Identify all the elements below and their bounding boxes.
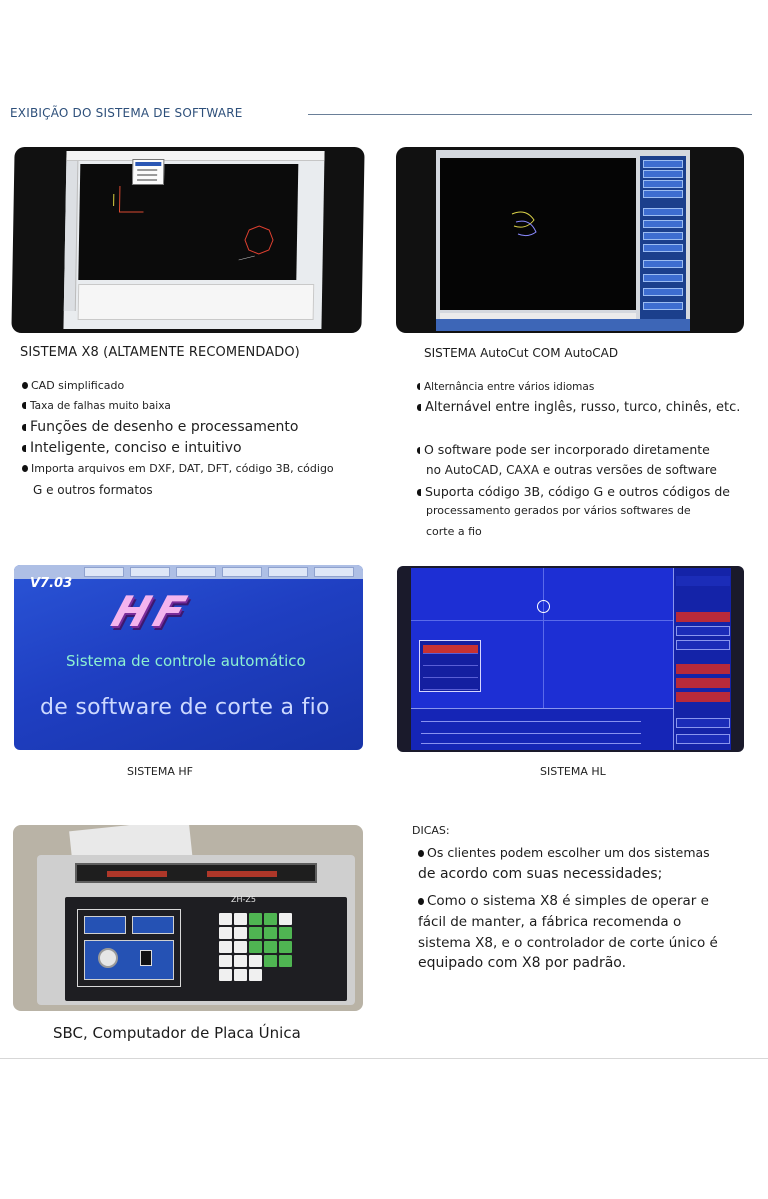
x8-monitor-screen bbox=[63, 151, 324, 329]
hl-monitor-screen bbox=[411, 568, 731, 750]
x8-menu-bar bbox=[66, 151, 324, 161]
autocut-drawing-shapes bbox=[440, 158, 636, 310]
bullet-icon bbox=[22, 424, 26, 431]
bullet-icon bbox=[418, 898, 424, 905]
list-item: Alternância entre vários idiomas bbox=[417, 381, 594, 393]
hf-screen-subtitle: Sistema de controle automático bbox=[66, 652, 306, 670]
sbc-indicator-box bbox=[77, 909, 181, 987]
tip-item-continued: sistema X8, e o controlador de corte único é bbox=[418, 935, 718, 951]
autocut-system-photo bbox=[396, 147, 744, 333]
sbc-keypad bbox=[217, 907, 317, 991]
list-item: Inteligente, conciso e intuitivo bbox=[22, 440, 242, 456]
hf-logo: HF bbox=[106, 587, 198, 636]
autocut-drawing-canvas bbox=[440, 158, 636, 310]
tip-item-continued: fácil de manter, a fábrica recomenda o bbox=[418, 914, 682, 930]
sbc-caption: SBC, Computador de Placa Única bbox=[53, 1024, 301, 1042]
sbc-control-panel bbox=[65, 897, 347, 1001]
list-item: Alternável entre inglês, russo, turco, chinês, etc. bbox=[417, 400, 740, 415]
hl-popup-menu bbox=[419, 640, 481, 692]
list-item-continued: processamento gerados por vários softwares de bbox=[426, 504, 691, 517]
hf-caption: SISTEMA HF bbox=[127, 765, 193, 778]
hf-screen-tagline: de software de corte a fio bbox=[40, 695, 330, 720]
hl-origin-circle bbox=[537, 600, 550, 613]
list-item-continued: G e outros formatos bbox=[33, 483, 153, 497]
hf-version-label: V7.03 bbox=[30, 576, 73, 591]
bullet-icon bbox=[418, 850, 424, 857]
hl-crosshair-vertical bbox=[543, 568, 544, 708]
bullet-icon bbox=[22, 402, 26, 409]
title-divider bbox=[308, 114, 752, 115]
x8-drawing-canvas bbox=[78, 164, 298, 280]
section-title: EXIBIÇÃO DO SISTEMA DE SOFTWARE bbox=[10, 106, 243, 120]
bullet-icon bbox=[417, 447, 420, 454]
autocut-monitor-screen bbox=[436, 150, 690, 331]
tip-item-continued: equipado com X8 por padrão. bbox=[418, 955, 627, 971]
hl-coordinate-panel bbox=[411, 708, 673, 750]
x8-dropdown-menu bbox=[132, 159, 164, 185]
list-item: Suporta código 3B, código G e outros códigos de bbox=[417, 484, 730, 499]
tips-heading: DICAS: bbox=[412, 824, 450, 837]
x8-status-panel bbox=[78, 284, 315, 320]
bullet-icon bbox=[22, 382, 28, 389]
hl-function-panel bbox=[673, 568, 731, 750]
bullet-icon bbox=[417, 404, 421, 411]
x8-drawing-shapes bbox=[78, 164, 298, 280]
sbc-controller-photo bbox=[13, 825, 363, 1011]
list-item: Funções de desenho e processamento bbox=[22, 419, 298, 435]
switch-icon bbox=[140, 950, 152, 966]
list-item: CAD simplificado bbox=[22, 379, 124, 392]
list-item: Importa arquivos em DXF, DAT, DFT, código 3B, código bbox=[22, 462, 334, 475]
bullet-icon bbox=[417, 489, 421, 496]
x8-system-photo bbox=[11, 147, 364, 333]
tip-item: Os clientes podem escolher um dos sistemas bbox=[418, 845, 710, 860]
bullet-icon bbox=[22, 445, 26, 452]
hl-crosshair-horizontal bbox=[411, 620, 673, 621]
list-item-continued: no AutoCAD, CAXA e outras versões de software bbox=[426, 463, 717, 477]
autocut-taskbar bbox=[436, 319, 690, 331]
bullet-icon bbox=[417, 383, 420, 390]
sbc-panel-label: ZH-Z5 bbox=[231, 895, 256, 904]
hl-caption: SISTEMA HL bbox=[540, 765, 606, 778]
autocut-side-panel bbox=[640, 156, 686, 324]
footer-divider bbox=[0, 1058, 768, 1059]
x8-caption: SISTEMA X8 (ALTAMENTE RECOMENDADO) bbox=[20, 345, 300, 360]
bullet-icon bbox=[22, 465, 28, 472]
hl-system-photo bbox=[397, 566, 744, 752]
tip-item: Como o sistema X8 é simples de operar e bbox=[418, 893, 709, 909]
hf-system-photo bbox=[14, 565, 363, 750]
list-item-continued: corte a fio bbox=[426, 525, 482, 538]
list-item: O software pode ser incorporado diretamente bbox=[417, 442, 710, 457]
autocut-caption: SISTEMA AutoCut COM AutoCAD bbox=[424, 346, 619, 360]
sbc-led-display bbox=[75, 863, 317, 883]
x8-toolbar bbox=[64, 161, 79, 311]
knob-icon bbox=[98, 948, 118, 968]
list-item: Taxa de falhas muito baixa bbox=[22, 400, 171, 412]
tip-item-continued: de acordo com suas necessidades; bbox=[418, 866, 663, 882]
